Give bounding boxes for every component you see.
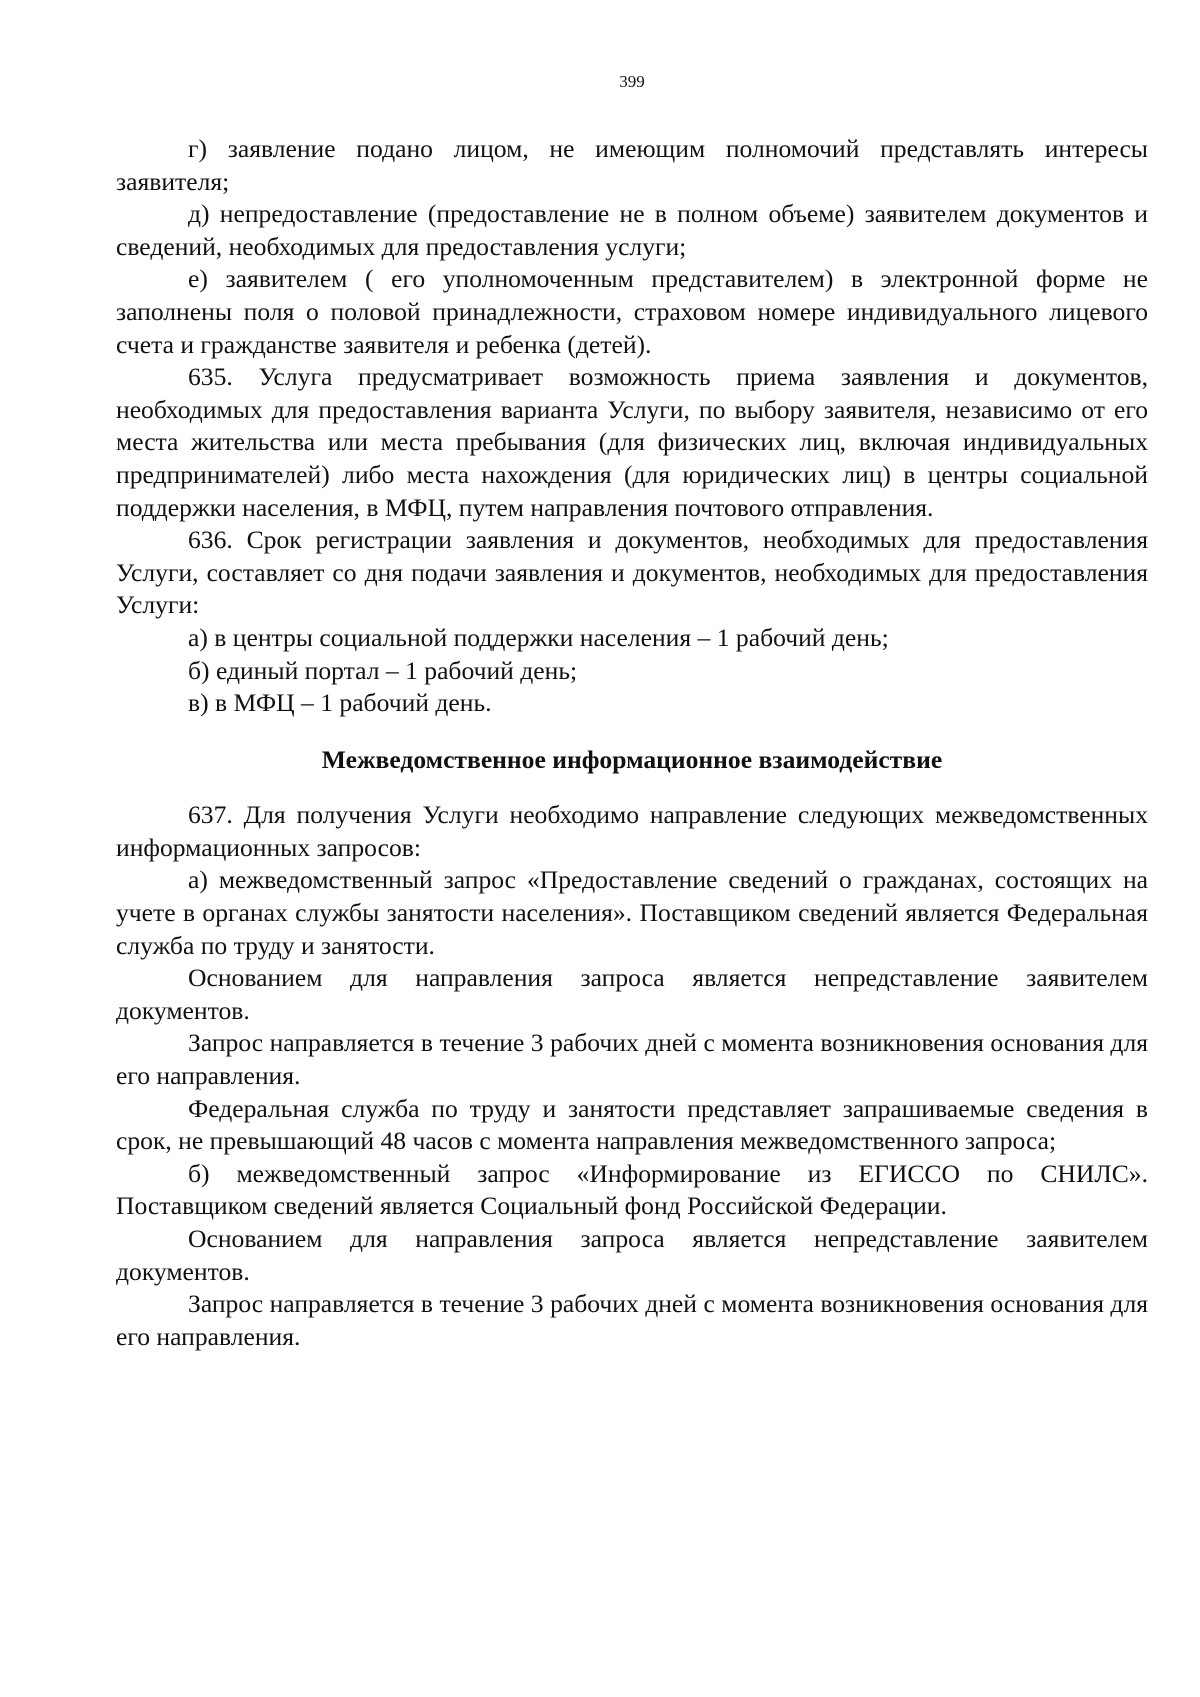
paragraph-636-v: в) в МФЦ – 1 рабочий день. (188, 688, 492, 718)
paragraph-e: е) заявителем ( его уполномоченным представителем) в электронной форме не заполнены поля о половой принадлежности, страховом номере индивидуального лицевого счета и гражданстве заявителя и ребенка (детей). (116, 264, 1148, 359)
paragraph-request-timing-2: Запрос направляется в течение 3 рабочих дней с момента возникновения основания для его направления. (116, 1289, 1148, 1351)
paragraph-basis-1: Основанием для направления запроса является непредставление заявителем документов. (116, 963, 1148, 1025)
paragraph-636-b: б) единый портал – 1 рабочий день; (188, 655, 578, 685)
paragraph-637-a: а) межведомственный запрос «Предоставление сведений о гражданах, состоящих на учете в органах службы занятости населения». Поставщиком сведений является Федеральная служба по труду и занятости. (116, 865, 1148, 960)
paragraph-federal-service: Федеральная служба по труду и занятости представляет запрашиваемые сведения в срок, не превышающий 48 часов с момента направления межведомственного запроса; (116, 1093, 1148, 1156)
document-body (116, 133, 1148, 1353)
page-number: 399 (619, 72, 645, 91)
paragraph-635: 635. Услуга предусматривает возможность приема заявления и документов, необходимых для предоставления варианта Услуги, по выбору заявителя, независимо от его места жительства или места пребывания (для физических лиц, включая индивидуальных предпринимателей) либо места нахождения (для юридических лиц) в центры социальной поддержки населения, в МФЦ, путем направления почтового отправления. (116, 362, 1148, 522)
paragraph-d: д) непредоставление (предоставление не в полном объеме) заявителем документов и сведений, необходимых для предоставления услуги; (116, 199, 1148, 261)
section-heading: Межведомственное информационное взаимодействие (321, 744, 943, 774)
paragraph-request-timing-1: Запрос направляется в течение 3 рабочих дней с момента возникновения основания для его направления. (116, 1028, 1148, 1091)
paragraph-636-a: а) в центры социальной поддержки населения – 1 рабочий день; (188, 622, 889, 652)
paragraph-basis-2: Основанием для направления запроса является непредставление заявителем документов. (116, 1224, 1148, 1286)
paragraph-637: 637. Для получения Услуги необходимо направление следующих межведомственных информационных запросов: (116, 800, 1148, 862)
paragraph-636: 636. Срок регистрации заявления и документов, необходимых для предоставления Услуги, составляет со дня подачи заявления и документов, необходимых для предоставления Услуги: (116, 525, 1148, 620)
paragraph-g: г) заявление подано лицом, не имеющим полномочий представлять интересы заявителя; (116, 134, 1148, 196)
paragraph-637-b: б) межведомственный запрос «Информирование из ЕГИССО по СНИЛС». Поставщиком сведений является Социальный фонд Российской Федерации. (116, 1158, 1148, 1221)
